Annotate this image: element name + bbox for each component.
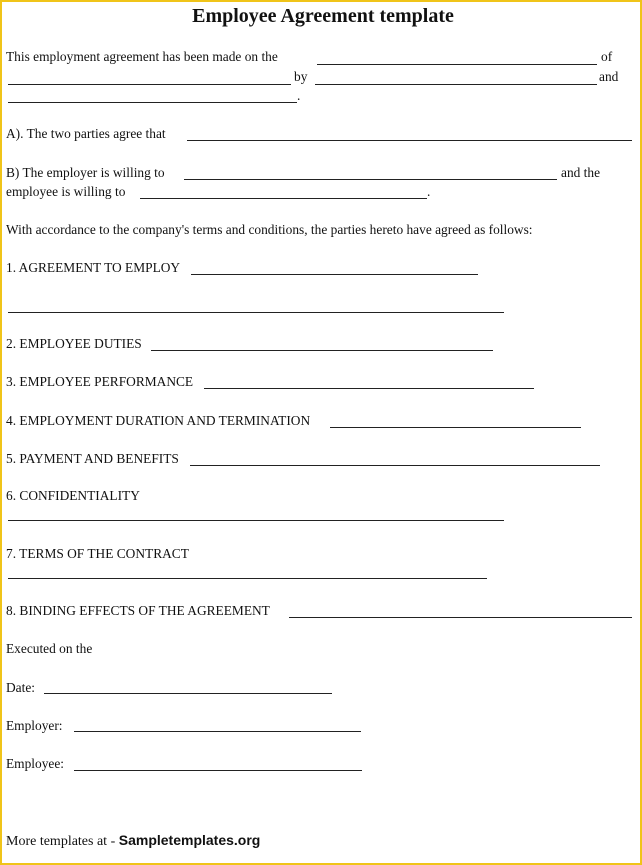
executed-on-text: Executed on the: [6, 641, 93, 656]
date-label: Date:: [6, 680, 35, 695]
employer-name-blank[interactable]: [8, 84, 291, 85]
employer-willing-blank[interactable]: [184, 179, 557, 180]
employee-signature-blank[interactable]: [74, 770, 362, 771]
document-title: Employee Agreement template: [192, 5, 454, 27]
section-7-blank[interactable]: [8, 578, 487, 579]
intro-and-text: and: [599, 69, 619, 84]
footer-prefix: More templates at -: [6, 834, 116, 849]
clause-a-blank[interactable]: [187, 140, 632, 141]
section-5-blank[interactable]: [190, 465, 600, 466]
section-5-heading: 5. PAYMENT AND BENEFITS: [6, 451, 179, 466]
employer-label: Employer:: [6, 718, 63, 733]
section-3-blank[interactable]: [204, 388, 534, 389]
section-3-heading: 3. EMPLOYEE PERFORMANCE: [6, 374, 194, 389]
clause-b-and-the: and the: [561, 165, 601, 180]
section-1-heading: 1. AGREEMENT TO EMPLOY: [6, 260, 181, 275]
clause-b-period: .: [427, 184, 431, 199]
additional-party-blank[interactable]: [8, 102, 297, 103]
accordance-text: With accordance to the company's terms and conditions, the parties hereto have agreed as follows:: [6, 222, 533, 237]
intro-period: .: [297, 88, 301, 103]
footer: [6, 831, 260, 851]
section-4-heading: 4. EMPLOYMENT DURATION AND TERMINATION: [6, 413, 311, 428]
section-8-heading: 8. BINDING EFFECTS OF THE AGREEMENT: [6, 603, 270, 618]
section-8-blank[interactable]: [289, 617, 632, 618]
section-4-blank[interactable]: [330, 427, 581, 428]
employee-name-blank[interactable]: [315, 84, 597, 85]
section-2-blank[interactable]: [151, 350, 493, 351]
agreement-date-blank[interactable]: [317, 64, 597, 65]
clause-a-text: A). The two parties agree that: [6, 126, 166, 141]
section-6-blank[interactable]: [8, 520, 504, 521]
employer-signature-blank[interactable]: [74, 731, 361, 732]
employee-willing-blank[interactable]: [140, 198, 427, 199]
footer-site-link[interactable]: Sampletemplates.org: [118, 832, 261, 848]
section-1-blank[interactable]: [191, 274, 478, 275]
section-7-heading: 7. TERMS OF THE CONTRACT: [6, 546, 189, 561]
employee-label: Employee:: [6, 756, 65, 771]
clause-b-text: B) The employer is willing to: [6, 165, 165, 180]
section-6-heading: 6. CONFIDENTIALITY: [6, 488, 140, 503]
intro-by-text: by: [294, 69, 308, 84]
intro-of-text: of: [601, 49, 613, 64]
clause-b-line2-text: employee is willing to: [6, 184, 126, 199]
section-1-blank-2[interactable]: [8, 312, 504, 313]
section-2-heading: 2. EMPLOYEE DUTIES: [6, 336, 142, 351]
date-blank[interactable]: [44, 693, 332, 694]
intro-line1-text: This employment agreement has been made on the: [6, 49, 278, 64]
